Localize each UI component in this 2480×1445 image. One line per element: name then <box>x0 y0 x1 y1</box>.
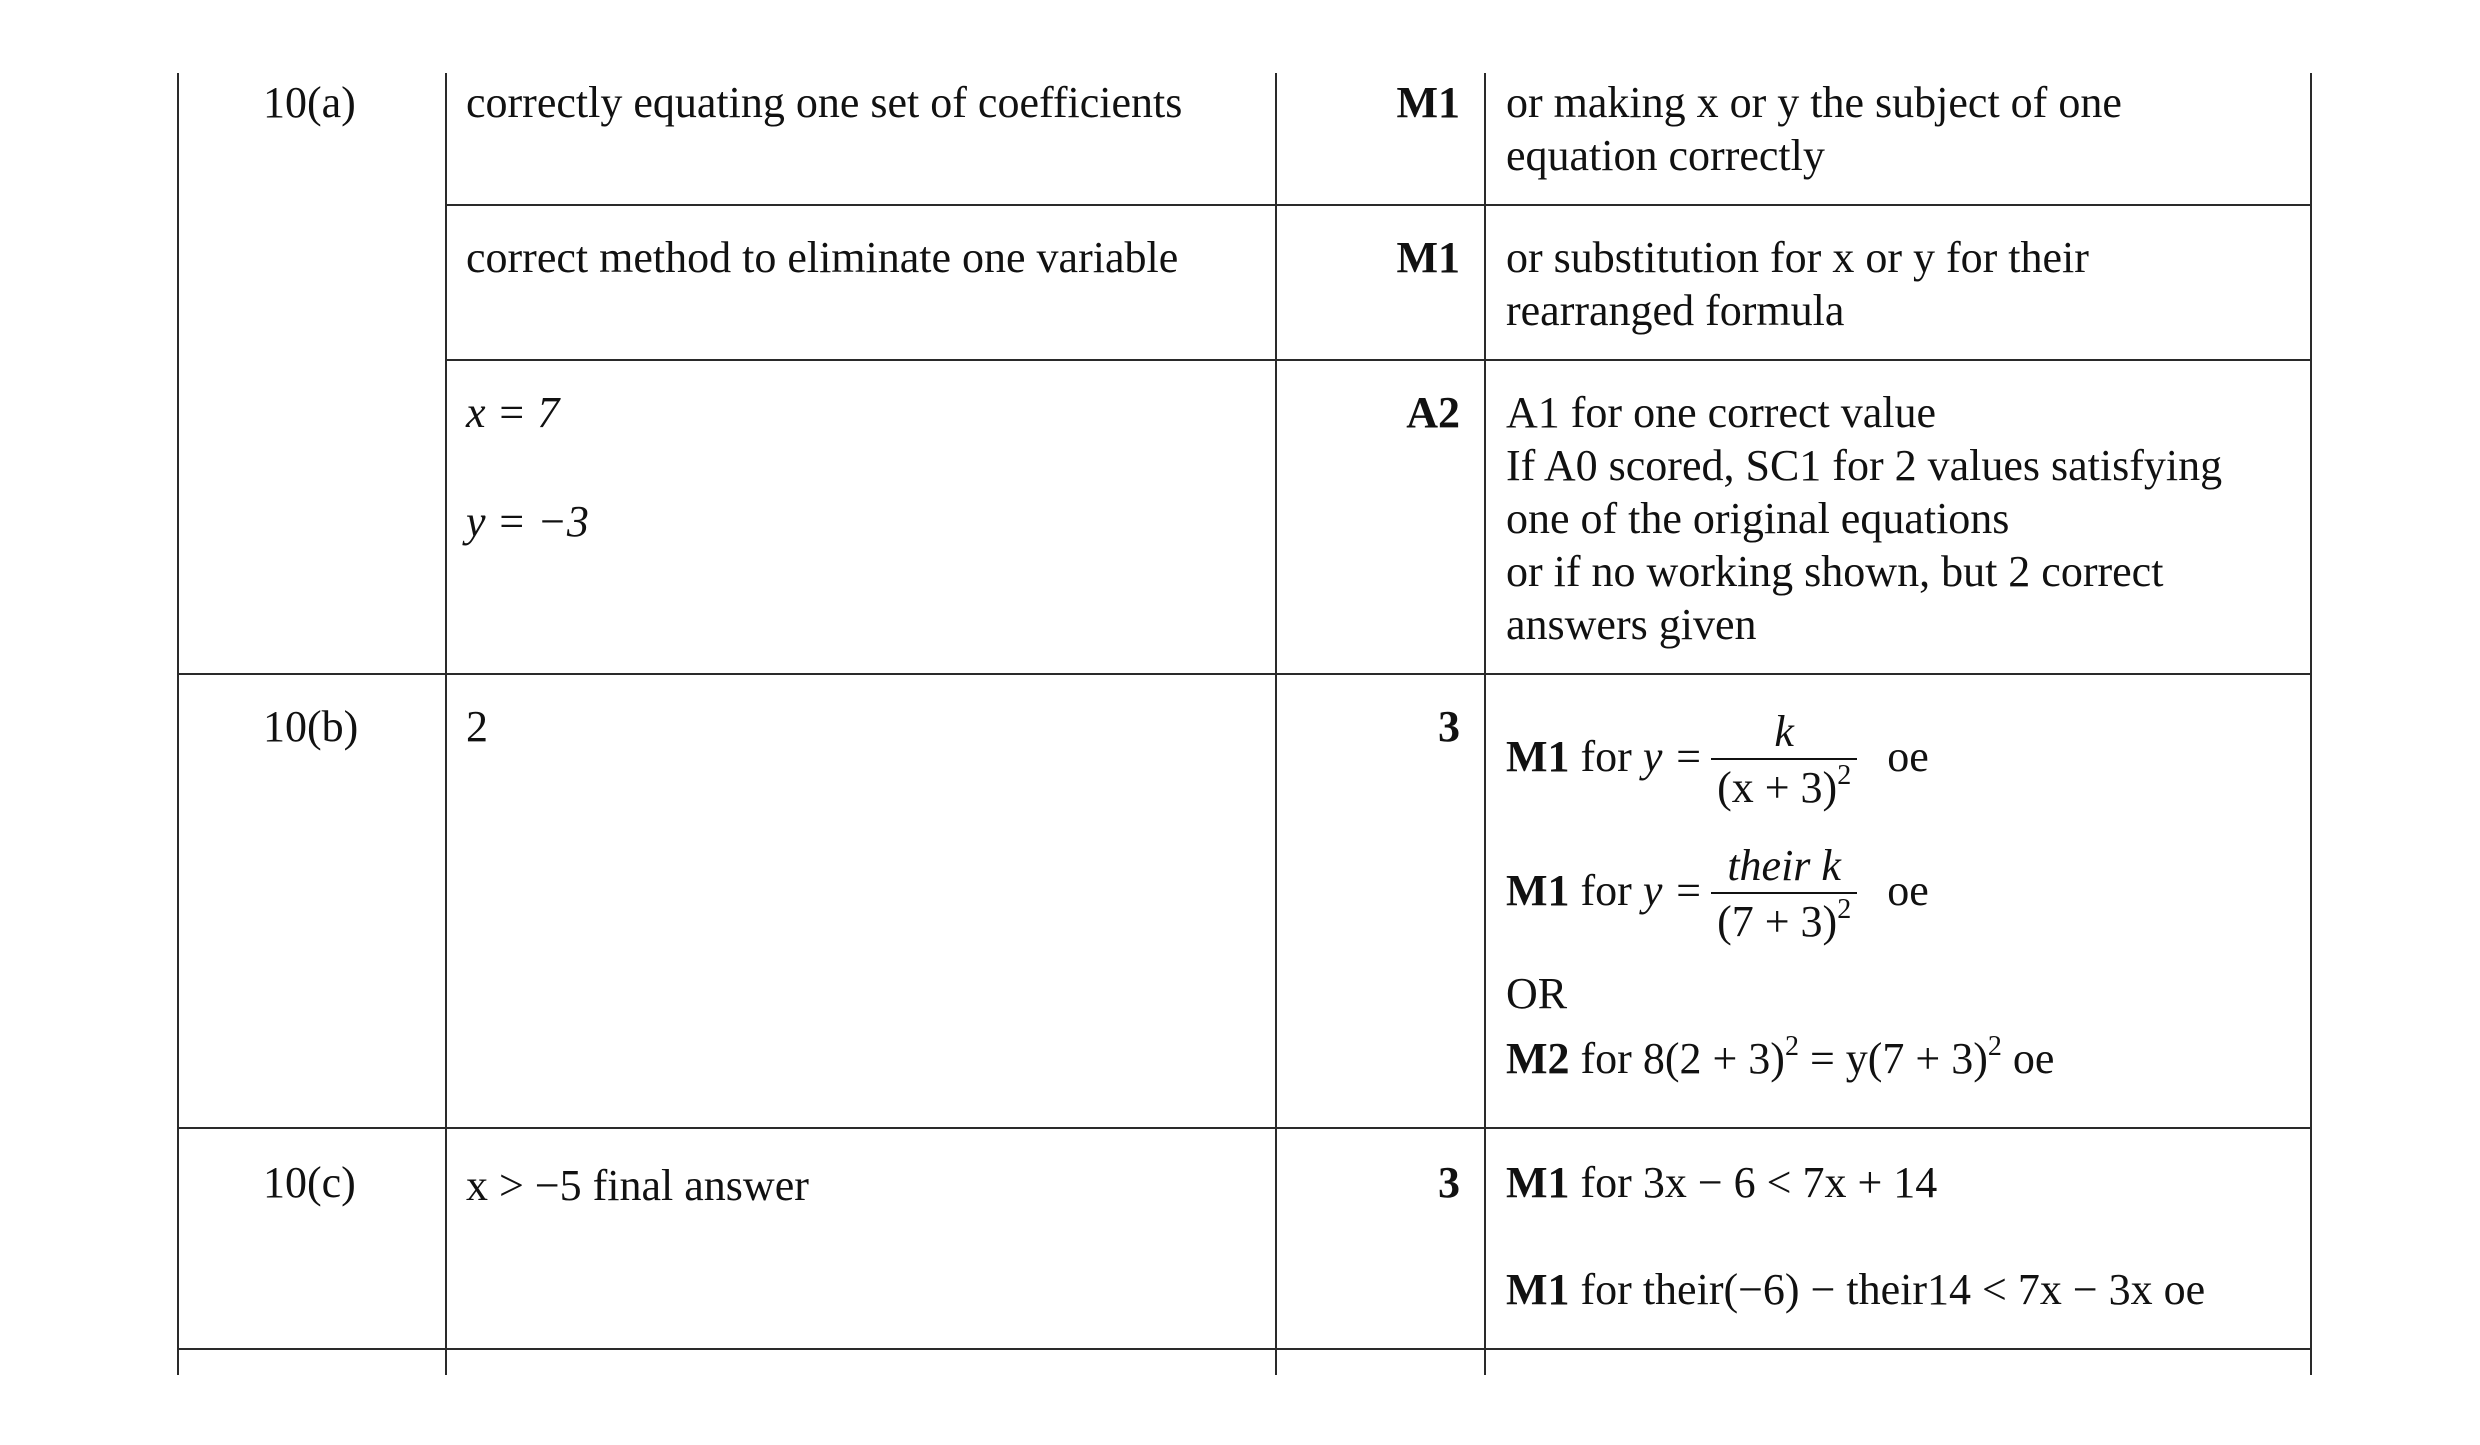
row-divider <box>177 1127 2312 1129</box>
answer-line: x = 7 <box>466 388 560 437</box>
row-divider <box>177 1348 2312 1350</box>
mark-cell: 3 <box>1438 1158 1460 1207</box>
guidance-text: oe <box>1887 866 1929 916</box>
question-number: 10(b) <box>263 702 359 751</box>
guidance-line: answers given <box>1506 600 1757 649</box>
fraction <box>1711 706 1857 816</box>
guidance-method-line <box>1506 1032 2054 1085</box>
fraction-denominator: $(x + 3)^2$ <box>1717 760 1852 812</box>
guidance-text: for <box>1580 866 1632 916</box>
column-divider-answer <box>445 73 447 1375</box>
guidance-method-line <box>1506 706 1929 816</box>
mark-label: M1 <box>1506 1265 1570 1314</box>
guidance-method-line <box>1506 1263 2205 1316</box>
guidance-line: OR <box>1506 969 1568 1018</box>
answer-cell: correctly equating one set of coefficients <box>466 78 1183 127</box>
guidance-text: for <box>1580 732 1632 782</box>
mark-cell: 3 <box>1438 702 1460 751</box>
guidance-line: equation correctly <box>1506 131 1825 180</box>
fraction-denominator: $(7 + 3)^2$ <box>1717 894 1852 946</box>
guidance-method-line <box>1506 840 1929 950</box>
mark-label: M2 <box>1506 1034 1570 1083</box>
guidance-cell <box>1506 386 2222 651</box>
guidance-text: oe <box>1887 732 1929 782</box>
mark-label: M1 <box>1506 1158 1570 1207</box>
guidance-line: one of the original equations <box>1506 494 2010 543</box>
guidance-line: or if no working shown, but 2 correct <box>1506 547 2164 596</box>
answer-cell <box>466 386 589 548</box>
row-divider <box>177 673 2312 675</box>
guidance-line: A1 for one correct value <box>1506 388 1937 437</box>
guidance-cell <box>1506 76 2122 182</box>
guidance-line: or substitution for x or y for their <box>1506 233 2089 282</box>
equation-lhs: y = <box>1642 866 1704 916</box>
mark-label: M1 <box>1506 732 1570 782</box>
guidance-cell <box>1506 231 2089 337</box>
equation: $8(2 + 3)^2 = y(7 + 3)^2$ oe <box>1642 1031 2055 1083</box>
question-number: 10(a) <box>263 78 356 127</box>
mark-cell: M1 <box>1396 78 1460 127</box>
row-divider <box>445 204 2312 206</box>
question-number: 10(c) <box>263 1158 356 1207</box>
mark-label: M1 <box>1506 866 1570 916</box>
guidance-text: for <box>1580 1034 1632 1083</box>
guidance-text: for 3x − 6 < 7x + 14 <box>1580 1158 1938 1207</box>
fraction-numerator: their k <box>1711 840 1857 894</box>
row-divider <box>445 359 2312 361</box>
answer-line: y = −3 <box>466 497 589 546</box>
fraction <box>1711 840 1857 950</box>
guidance-line: or making x or y the subject of one <box>1506 78 2122 127</box>
equation-lhs: y = <box>1642 732 1704 782</box>
guidance-method-line <box>1506 1156 1937 1209</box>
table-border-right <box>2310 73 2312 1375</box>
fraction-numerator: k <box>1711 706 1857 760</box>
mark-cell: A2 <box>1406 388 1460 437</box>
answer-cell: x > −5 final answer <box>466 1161 809 1210</box>
guidance-line: rearranged formula <box>1506 286 1845 335</box>
mark-cell: M1 <box>1396 233 1460 282</box>
answer-cell: 2 <box>466 702 488 751</box>
guidance-text: for their(−6) − their14 < 7x − 3x oe <box>1580 1265 2206 1314</box>
table-border-left <box>177 73 179 1375</box>
guidance-line: If A0 scored, SC1 for 2 values satisfying <box>1506 441 2223 490</box>
answer-cell: correct method to eliminate one variable <box>466 233 1179 282</box>
column-divider-guidance <box>1484 73 1486 1375</box>
